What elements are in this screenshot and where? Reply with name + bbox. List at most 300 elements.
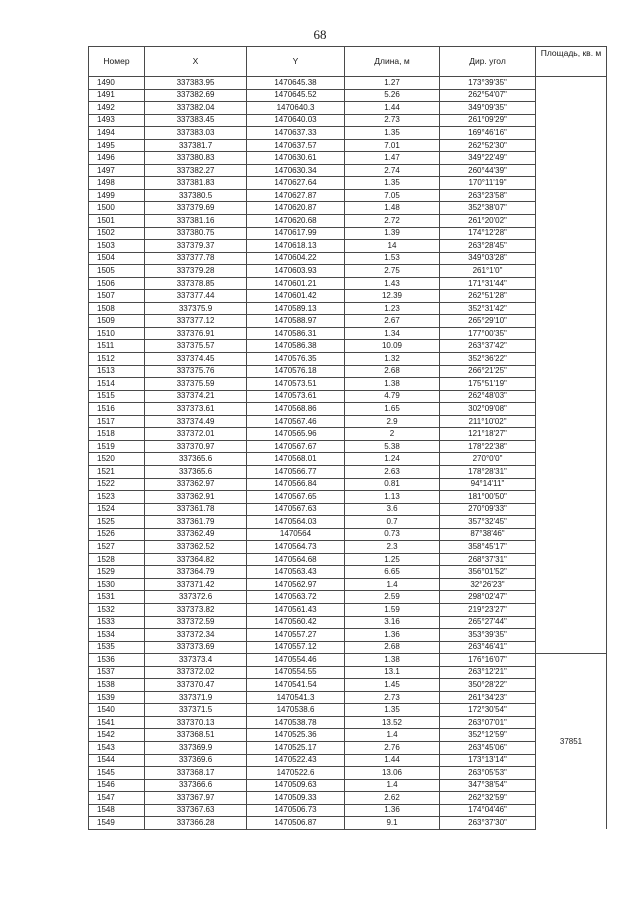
page-number: 68 <box>313 27 327 42</box>
cell-point-number: 1507 <box>89 290 145 303</box>
table-row <box>89 767 607 780</box>
cell-x-coordinate: 337380.5 <box>145 189 247 202</box>
cell-length: 2.73 <box>345 691 440 704</box>
cell-x-coordinate: 337378.85 <box>145 277 247 290</box>
cell-x-coordinate: 337373.82 <box>145 603 247 616</box>
cell-length: 7.05 <box>345 189 440 202</box>
cell-length: 2.76 <box>345 741 440 754</box>
cell-x-coordinate: 337380.75 <box>145 227 247 240</box>
cell-direction-angle: 352°38'07" <box>440 202 536 215</box>
cell-direction-angle: 32°26'23" <box>440 578 536 591</box>
cell-x-coordinate: 337371.42 <box>145 578 247 591</box>
cell-direction-angle: 353°39'35" <box>440 629 536 642</box>
cell-length: 1.13 <box>345 491 440 504</box>
cell-point-number: 1548 <box>89 804 145 817</box>
cell-x-coordinate: 337364.82 <box>145 553 247 566</box>
cell-point-number: 1534 <box>89 629 145 642</box>
cell-y-coordinate: 1470627.87 <box>247 189 345 202</box>
cell-y-coordinate: 1470645.52 <box>247 89 345 102</box>
cell-y-coordinate: 1470603.93 <box>247 265 345 278</box>
cell-length: 7.01 <box>345 139 440 152</box>
cell-x-coordinate: 337374.21 <box>145 390 247 403</box>
cell-direction-angle: 263°37'42" <box>440 340 536 353</box>
table-row <box>89 215 607 228</box>
cell-length: 13.06 <box>345 767 440 780</box>
table-row <box>89 189 607 202</box>
cell-x-coordinate: 337369.6 <box>145 754 247 767</box>
cell-point-number: 1514 <box>89 378 145 391</box>
cell-length: 1.35 <box>345 127 440 140</box>
cell-direction-angle: 174°12'28" <box>440 227 536 240</box>
cell-length: 13.1 <box>345 666 440 679</box>
cell-point-number: 1491 <box>89 89 145 102</box>
table-row <box>89 541 607 554</box>
cell-point-number: 1519 <box>89 440 145 453</box>
table-row <box>89 729 607 742</box>
cell-direction-angle: 175°51'19" <box>440 378 536 391</box>
cell-length: 5.38 <box>345 440 440 453</box>
cell-y-coordinate: 1470566.84 <box>247 478 345 491</box>
cell-point-number: 1538 <box>89 679 145 692</box>
cell-length: 1.45 <box>345 679 440 692</box>
cell-length: 2.9 <box>345 415 440 428</box>
cell-point-number: 1543 <box>89 741 145 754</box>
cell-y-coordinate: 1470637.57 <box>247 139 345 152</box>
cell-length: 1.4 <box>345 779 440 792</box>
cell-x-coordinate: 337364.79 <box>145 566 247 579</box>
header-direction-angle: Дир. угол <box>440 47 536 77</box>
cell-y-coordinate: 1470640.03 <box>247 114 345 127</box>
table-row <box>89 177 607 190</box>
cell-y-coordinate: 1470586.38 <box>247 340 345 353</box>
cell-direction-angle: 169°46'16" <box>440 127 536 140</box>
cell-length: 0.73 <box>345 528 440 541</box>
cell-direction-angle: 170°11'19" <box>440 177 536 190</box>
cell-x-coordinate: 337382.69 <box>145 89 247 102</box>
cell-y-coordinate: 1470567.65 <box>247 491 345 504</box>
cell-y-coordinate: 1470509.63 <box>247 779 345 792</box>
cell-direction-angle: 219°23'27" <box>440 603 536 616</box>
cell-x-coordinate: 337366.28 <box>145 817 247 830</box>
table-row <box>89 240 607 253</box>
cell-direction-angle: 211°10'02" <box>440 415 536 428</box>
cell-y-coordinate: 1470630.34 <box>247 164 345 177</box>
cell-length: 10.09 <box>345 340 440 353</box>
cell-x-coordinate: 337371.5 <box>145 704 247 717</box>
cell-length: 1.44 <box>345 102 440 115</box>
table-row <box>89 440 607 453</box>
table-row <box>89 327 607 340</box>
cell-x-coordinate: 337372.59 <box>145 616 247 629</box>
cell-y-coordinate: 1470522.43 <box>247 754 345 767</box>
table-row <box>89 302 607 315</box>
table-row <box>89 227 607 240</box>
cell-y-coordinate: 1470588.97 <box>247 315 345 328</box>
cell-point-number: 1516 <box>89 403 145 416</box>
cell-y-coordinate: 1470573.61 <box>247 390 345 403</box>
cell-length: 3.6 <box>345 503 440 516</box>
cell-direction-angle: 352°31'42" <box>440 302 536 315</box>
cell-length: 5.26 <box>345 89 440 102</box>
cell-y-coordinate: 1470554.46 <box>247 654 345 667</box>
cell-length: 1.65 <box>345 403 440 416</box>
cell-y-coordinate: 1470564 <box>247 528 345 541</box>
table-row <box>89 89 607 102</box>
cell-x-coordinate: 337373.69 <box>145 641 247 654</box>
cell-y-coordinate: 1470640.3 <box>247 102 345 115</box>
cell-direction-angle: 263°07'01" <box>440 716 536 729</box>
cell-y-coordinate: 1470563.43 <box>247 566 345 579</box>
cell-x-coordinate: 337372.34 <box>145 629 247 642</box>
cell-x-coordinate: 337377.44 <box>145 290 247 303</box>
cell-point-number: 1492 <box>89 102 145 115</box>
cell-point-number: 1532 <box>89 603 145 616</box>
cell-direction-angle: 263°46'41" <box>440 641 536 654</box>
cell-point-number: 1539 <box>89 691 145 704</box>
cell-direction-angle: 121°18'27" <box>440 428 536 441</box>
cell-length: 0.7 <box>345 516 440 529</box>
cell-x-coordinate: 337383.95 <box>145 77 247 90</box>
cell-point-number: 1496 <box>89 152 145 165</box>
table-row <box>89 566 607 579</box>
cell-point-number: 1527 <box>89 541 145 554</box>
cell-y-coordinate: 1470538.6 <box>247 704 345 717</box>
cell-length: 2 <box>345 428 440 441</box>
cell-point-number: 1545 <box>89 767 145 780</box>
table-row <box>89 315 607 328</box>
cell-y-coordinate: 1470601.42 <box>247 290 345 303</box>
cell-x-coordinate: 337373.61 <box>145 403 247 416</box>
cell-point-number: 1518 <box>89 428 145 441</box>
coordinates-table <box>88 46 607 830</box>
cell-length: 2.3 <box>345 541 440 554</box>
cell-length: 1.38 <box>345 654 440 667</box>
cell-x-coordinate: 337377.78 <box>145 252 247 265</box>
table-row <box>89 139 607 152</box>
cell-x-coordinate: 337372.6 <box>145 591 247 604</box>
cell-y-coordinate: 1470627.64 <box>247 177 345 190</box>
cell-x-coordinate: 337366.6 <box>145 779 247 792</box>
table-row <box>89 779 607 792</box>
table-row <box>89 453 607 466</box>
cell-direction-angle: 358°45'17" <box>440 541 536 554</box>
cell-x-coordinate: 337365.6 <box>145 453 247 466</box>
cell-direction-angle: 357°32'45" <box>440 516 536 529</box>
table-row <box>89 804 607 817</box>
cell-x-coordinate: 337369.9 <box>145 741 247 754</box>
cell-length: 2.63 <box>345 465 440 478</box>
cell-length: 4.79 <box>345 390 440 403</box>
cell-length: 1.23 <box>345 302 440 315</box>
cell-direction-angle: 262°51'28" <box>440 290 536 303</box>
cell-x-coordinate: 337379.37 <box>145 240 247 253</box>
cell-x-coordinate: 337370.47 <box>145 679 247 692</box>
cell-point-number: 1499 <box>89 189 145 202</box>
cell-y-coordinate: 1470576.35 <box>247 353 345 366</box>
cell-direction-angle: 263°12'21" <box>440 666 536 679</box>
table-row <box>89 716 607 729</box>
cell-length: 12.39 <box>345 290 440 303</box>
cell-y-coordinate: 1470506.73 <box>247 804 345 817</box>
cell-direction-angle: 261°34'23" <box>440 691 536 704</box>
cell-y-coordinate: 1470538.78 <box>247 716 345 729</box>
cell-point-number: 1528 <box>89 553 145 566</box>
cell-length: 2.62 <box>345 792 440 805</box>
table-row <box>89 265 607 278</box>
cell-direction-angle: 298°02'47" <box>440 591 536 604</box>
cell-point-number: 1523 <box>89 491 145 504</box>
cell-y-coordinate: 1470589.13 <box>247 302 345 315</box>
cell-y-coordinate: 1470630.61 <box>247 152 345 165</box>
table-row <box>89 465 607 478</box>
cell-point-number: 1502 <box>89 227 145 240</box>
cell-x-coordinate: 337383.03 <box>145 127 247 140</box>
cell-y-coordinate: 1470601.21 <box>247 277 345 290</box>
cell-point-number: 1525 <box>89 516 145 529</box>
cell-x-coordinate: 337367.63 <box>145 804 247 817</box>
cell-point-number: 1544 <box>89 754 145 767</box>
cell-direction-angle: 87°38'46" <box>440 528 536 541</box>
header-x: X <box>145 47 247 77</box>
cell-x-coordinate: 337377.12 <box>145 315 247 328</box>
cell-point-number: 1517 <box>89 415 145 428</box>
cell-direction-angle: 263°45'06" <box>440 741 536 754</box>
cell-x-coordinate: 337361.79 <box>145 516 247 529</box>
table-row <box>89 428 607 441</box>
table-row <box>89 654 607 667</box>
cell-point-number: 1549 <box>89 817 145 830</box>
cell-x-coordinate: 337372.01 <box>145 428 247 441</box>
cell-length: 1.27 <box>345 77 440 90</box>
table-row <box>89 679 607 692</box>
cell-y-coordinate: 1470565.96 <box>247 428 345 441</box>
cell-point-number: 1533 <box>89 616 145 629</box>
cell-length: 1.32 <box>345 353 440 366</box>
cell-direction-angle: 270°0'0" <box>440 453 536 466</box>
cell-x-coordinate: 337367.97 <box>145 792 247 805</box>
header-length: Длина, м <box>345 47 440 77</box>
cell-direction-angle: 268°37'31" <box>440 553 536 566</box>
cell-point-number: 1494 <box>89 127 145 140</box>
cell-point-number: 1521 <box>89 465 145 478</box>
cell-x-coordinate: 337371.9 <box>145 691 247 704</box>
cell-point-number: 1510 <box>89 327 145 340</box>
cell-x-coordinate: 337379.28 <box>145 265 247 278</box>
cell-direction-angle: 94°14'11" <box>440 478 536 491</box>
cell-direction-angle: 352°12'59" <box>440 729 536 742</box>
cell-y-coordinate: 1470567.67 <box>247 440 345 453</box>
cell-direction-angle: 265°27'44" <box>440 616 536 629</box>
cell-length: 2.68 <box>345 365 440 378</box>
table-row <box>89 478 607 491</box>
cell-x-coordinate: 337383.45 <box>145 114 247 127</box>
cell-length: 2.72 <box>345 215 440 228</box>
table-row <box>89 516 607 529</box>
cell-y-coordinate: 1470604.22 <box>247 252 345 265</box>
cell-x-coordinate: 337370.13 <box>145 716 247 729</box>
cell-direction-angle: 172°30'54" <box>440 704 536 717</box>
cell-length: 1.38 <box>345 378 440 391</box>
cell-y-coordinate: 1470566.77 <box>247 465 345 478</box>
cell-point-number: 1529 <box>89 566 145 579</box>
cell-direction-angle: 265°29'10" <box>440 315 536 328</box>
cell-y-coordinate: 1470568.86 <box>247 403 345 416</box>
table-row <box>89 792 607 805</box>
cell-length: 3.16 <box>345 616 440 629</box>
cell-x-coordinate: 337382.27 <box>145 164 247 177</box>
cell-direction-angle: 262°52'30" <box>440 139 536 152</box>
table-row <box>89 340 607 353</box>
cell-length: 1.4 <box>345 729 440 742</box>
cell-point-number: 1503 <box>89 240 145 253</box>
cell-y-coordinate: 1470573.51 <box>247 378 345 391</box>
table-row <box>89 252 607 265</box>
cell-y-coordinate: 1470509.33 <box>247 792 345 805</box>
header-number: Номер <box>89 47 145 77</box>
cell-point-number: 1546 <box>89 779 145 792</box>
cell-point-number: 1547 <box>89 792 145 805</box>
cell-direction-angle: 302°09'08" <box>440 403 536 416</box>
cell-length: 1.24 <box>345 453 440 466</box>
table-header-row <box>89 47 607 77</box>
cell-length: 1.34 <box>345 327 440 340</box>
cell-length: 9.1 <box>345 817 440 830</box>
cell-direction-angle: 262°48'03" <box>440 390 536 403</box>
table-row <box>89 817 607 830</box>
cell-point-number: 1509 <box>89 315 145 328</box>
cell-length: 13.52 <box>345 716 440 729</box>
cell-y-coordinate: 1470562.97 <box>247 578 345 591</box>
cell-direction-angle: 261°1'0" <box>440 265 536 278</box>
cell-x-coordinate: 337381.16 <box>145 215 247 228</box>
cell-x-coordinate: 337381.83 <box>145 177 247 190</box>
cell-point-number: 1524 <box>89 503 145 516</box>
table-row <box>89 704 607 717</box>
cell-direction-angle: 181°00'50" <box>440 491 536 504</box>
cell-point-number: 1498 <box>89 177 145 190</box>
table-row <box>89 152 607 165</box>
header-area: Площадь, кв. м <box>536 47 607 77</box>
cell-y-coordinate: 1470560.42 <box>247 616 345 629</box>
cell-y-coordinate: 1470576.18 <box>247 365 345 378</box>
cell-direction-angle: 270°09'33" <box>440 503 536 516</box>
cell-point-number: 1530 <box>89 578 145 591</box>
table-row <box>89 365 607 378</box>
cell-x-coordinate: 337365.6 <box>145 465 247 478</box>
cell-x-coordinate: 337382.04 <box>145 102 247 115</box>
cell-direction-angle: 347°38'54" <box>440 779 536 792</box>
cell-y-coordinate: 1470617.99 <box>247 227 345 240</box>
table-row <box>89 378 607 391</box>
cell-length: 1.59 <box>345 603 440 616</box>
cell-x-coordinate: 337376.91 <box>145 327 247 340</box>
cell-length: 14 <box>345 240 440 253</box>
cell-x-coordinate: 337373.4 <box>145 654 247 667</box>
table-row <box>89 491 607 504</box>
cell-x-coordinate: 337375.9 <box>145 302 247 315</box>
cell-x-coordinate: 337374.49 <box>145 415 247 428</box>
table-row <box>89 691 607 704</box>
cell-direction-angle: 178°28'31" <box>440 465 536 478</box>
cell-length: 2.59 <box>345 591 440 604</box>
cell-x-coordinate: 337361.78 <box>145 503 247 516</box>
cell-point-number: 1537 <box>89 666 145 679</box>
cell-direction-angle: 176°16'07" <box>440 654 536 667</box>
cell-point-number: 1541 <box>89 716 145 729</box>
cell-point-number: 1493 <box>89 114 145 127</box>
cell-x-coordinate: 337375.76 <box>145 365 247 378</box>
table-row <box>89 277 607 290</box>
cell-y-coordinate: 1470568.01 <box>247 453 345 466</box>
cell-point-number: 1490 <box>89 77 145 90</box>
table-row <box>89 415 607 428</box>
cell-length: 6.65 <box>345 566 440 579</box>
cell-x-coordinate: 337375.57 <box>145 340 247 353</box>
cell-y-coordinate: 1470567.46 <box>247 415 345 428</box>
cell-direction-angle: 260°44'39" <box>440 164 536 177</box>
cell-length: 1.25 <box>345 553 440 566</box>
cell-y-coordinate: 1470541.3 <box>247 691 345 704</box>
cell-direction-angle: 173°39'35" <box>440 77 536 90</box>
table-row <box>89 641 607 654</box>
cell-x-coordinate: 337362.49 <box>145 528 247 541</box>
cell-point-number: 1526 <box>89 528 145 541</box>
cell-x-coordinate: 337375.59 <box>145 378 247 391</box>
cell-x-coordinate: 337379.69 <box>145 202 247 215</box>
cell-x-coordinate: 337372.02 <box>145 666 247 679</box>
cell-y-coordinate: 1470564.68 <box>247 553 345 566</box>
cell-direction-angle: 350°28'22" <box>440 679 536 692</box>
cell-direction-angle: 262°32'59" <box>440 792 536 805</box>
area-cell-empty <box>536 77 607 654</box>
table-row <box>89 591 607 604</box>
cell-point-number: 1500 <box>89 202 145 215</box>
cell-x-coordinate: 337362.97 <box>145 478 247 491</box>
cell-length: 1.36 <box>345 629 440 642</box>
cell-point-number: 1542 <box>89 729 145 742</box>
cell-point-number: 1504 <box>89 252 145 265</box>
cell-point-number: 1497 <box>89 164 145 177</box>
cell-direction-angle: 178°22'38" <box>440 440 536 453</box>
cell-length: 1.4 <box>345 578 440 591</box>
table-row <box>89 578 607 591</box>
cell-x-coordinate: 337374.45 <box>145 353 247 366</box>
cell-length: 1.48 <box>345 202 440 215</box>
table-row <box>89 390 607 403</box>
table-row <box>89 741 607 754</box>
table-row <box>89 77 607 90</box>
cell-x-coordinate: 337370.97 <box>145 440 247 453</box>
cell-length: 1.44 <box>345 754 440 767</box>
cell-direction-angle: 262°54'07" <box>440 89 536 102</box>
table-row <box>89 603 607 616</box>
table-row <box>89 353 607 366</box>
cell-point-number: 1505 <box>89 265 145 278</box>
cell-point-number: 1508 <box>89 302 145 315</box>
cell-y-coordinate: 1470567.63 <box>247 503 345 516</box>
cell-y-coordinate: 1470522.6 <box>247 767 345 780</box>
cell-y-coordinate: 1470620.87 <box>247 202 345 215</box>
cell-direction-angle: 266°21'25" <box>440 365 536 378</box>
cell-point-number: 1522 <box>89 478 145 491</box>
cell-x-coordinate: 337380.83 <box>145 152 247 165</box>
table-row <box>89 629 607 642</box>
cell-length: 2.67 <box>345 315 440 328</box>
cell-x-coordinate: 337368.51 <box>145 729 247 742</box>
area-value: 37851 <box>536 654 607 830</box>
cell-y-coordinate: 1470645.38 <box>247 77 345 90</box>
cell-x-coordinate: 337381.7 <box>145 139 247 152</box>
